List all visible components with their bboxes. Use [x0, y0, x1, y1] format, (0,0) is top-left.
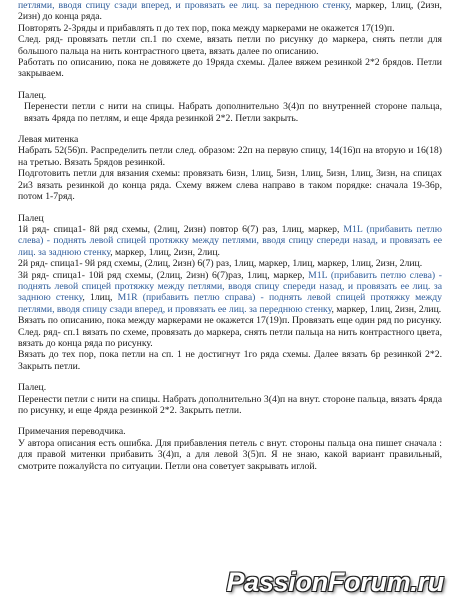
- paragraph: [18, 426, 442, 437]
- text-segment: 2й ряд- спица1- 9й ряд схемы, (2лиц, 2изн) 6(7) раз, 1лиц, маркер, 1лиц, маркер, 1лиц, 2изн, 2лиц.: [18, 258, 423, 270]
- text-segment: Вязать до тех пор, пока петли на сп. 1 не достигнут 1го ряда схемы. Далее вязать 6р резинкой 2*2. Закрыть петли.: [18, 349, 442, 372]
- text-segment: Перенести петли с нити на спицы. Набрать дополнительно 3(4)п по внутренней стороне пальца, вязать 4ряда по петлям, и еще 4ряда резинкой 2*2. Петли закрыть.: [24, 101, 442, 124]
- highlighted-text: M1L (прибавить петлю слева) - поднять левой спицей протяжку между петлями, вводя спицу спереди назад, и провязать ее лиц. за заднюю стенку: [18, 223, 443, 258]
- paragraph: [18, 101, 442, 124]
- text-segment: 3й ряд- спица1- 10й ряд схемы, (2лиц, 2изн) 6(7)раз, 1лиц, маркер,: [18, 269, 309, 281]
- text-segment: Левая митенка: [18, 134, 79, 146]
- paragraph: [18, 270, 442, 316]
- paragraph: [18, 213, 442, 224]
- text-segment: Работать по описанию, пока не довяжете до 19ряда схемы. Далее вяжем резинкой 2*2 брядов. Петли закрываем.: [18, 57, 442, 80]
- paragraph: [18, 394, 442, 417]
- paragraph: [18, 349, 442, 372]
- paragraph: [18, 90, 442, 101]
- paragraph: [18, 57, 442, 80]
- watermark-logo: PassionForum.ru: [226, 567, 444, 597]
- text-segment: Примечания переводчика.: [18, 426, 126, 438]
- text-segment: Вязать по описанию, пока между маркерами не окажется 17(19)п. Провязать еще один ряд по рисунку.: [18, 315, 442, 327]
- highlighted-text: M1R (прибавить петлю справа) - поднять левой спицей протяжку между петлями, вводя спицу сзади вперед, и провязать ее лиц. за переднюю стенку: [18, 292, 443, 315]
- paragraph: [18, 34, 442, 57]
- text-segment: Перенести петли с нити на спицы. Набрать дополнительно 3(4)п на внут. стороне пальца, вязать 4ряда по рисунку, и еще 4ряда резинкой 2*2. Закрыть петли.: [18, 393, 442, 416]
- text-segment: , 1лиц,: [82, 292, 118, 304]
- paragraph: [18, 382, 442, 393]
- paragraph: [18, 438, 442, 472]
- text-segment: Палец: [18, 212, 44, 224]
- paragraph: [18, 168, 442, 202]
- highlighted-text: M1L (прибавить петлю слева) - поднять левой спицей протяжку между петлями, вводя спицу спереди назад, и провязать ее лиц. за заднюю стенку: [18, 269, 442, 304]
- text-segment: 1й ряд- спица1- 8й ряд схемы, (2лиц, 2изн) повтор 6(7) раз, 1лиц, маркер,: [18, 223, 344, 235]
- text-segment: Подготовить петли для вязания схемы: провязать 6изн, 1лиц, 5изн, 1лиц, 5изн, 1лиц, 3изн, на спицах 2и3 вязать резинкой до конца ряда. Схему вяжем слева направо в таком порядке: сначала 19-36р, потом 1-7ряд.: [18, 168, 442, 203]
- document-body: [18, 0, 442, 472]
- text-segment: След. ряд- сп.1 вязать по схеме, провязать до маркера, снять петли пальца на нить контрастного цвета, вязать до конца ряда по рисунку.: [18, 326, 442, 349]
- paragraph: [18, 145, 442, 168]
- paragraph: [18, 315, 442, 326]
- highlighted-text: петлями, вводя спицу сзади вперед, и провязать ее лиц. за переднюю стенку: [18, 0, 350, 11]
- paragraph: [18, 134, 442, 145]
- text-segment: , маркер, 1лиц, (2изн, 2изн) до конца ряда.: [18, 0, 442, 23]
- text-segment: , маркер, 1лиц, 2изн, 2лиц.: [110, 246, 220, 258]
- text-segment: Палец.: [18, 382, 47, 394]
- paragraph: [18, 0, 442, 23]
- text-segment: Набрать 52(56)п. Распределить петли след. образом: 22п на первую спицу, 14(16)п на вторую и 16(18) на третью. Вязать 5рядов резинкой.: [18, 145, 442, 168]
- text-segment: У автора описания есть ошибка. Для прибавления петель с внут. стороны пальца она пишет сначала : для правой митенки прибавить 3(4)п, а для левой 3(5)п. Я не знаю, какой вариант правильный, смотрите пожалуйста по ситуации. Петли она советует закрывать иглой.: [18, 437, 442, 472]
- paragraph: [18, 23, 442, 34]
- paragraph: [18, 224, 442, 258]
- text-segment: Палец.: [18, 89, 47, 101]
- text-segment: Повторять 2-3ряды и прибавлять п до тех пор, пока между маркерами не окажется 17(19)п.: [18, 22, 395, 34]
- paragraph: [18, 258, 442, 269]
- paragraph: [18, 327, 442, 350]
- text-segment: След. ряд- провязать петли сп.1 по схеме, вязать петли по рисунку до маркера, снять петли для большого пальца на нить контрастного цвета, вязать далее по описанию.: [18, 34, 442, 57]
- text-segment: , маркер, 1лиц, 2изн, 2лиц.: [331, 303, 442, 315]
